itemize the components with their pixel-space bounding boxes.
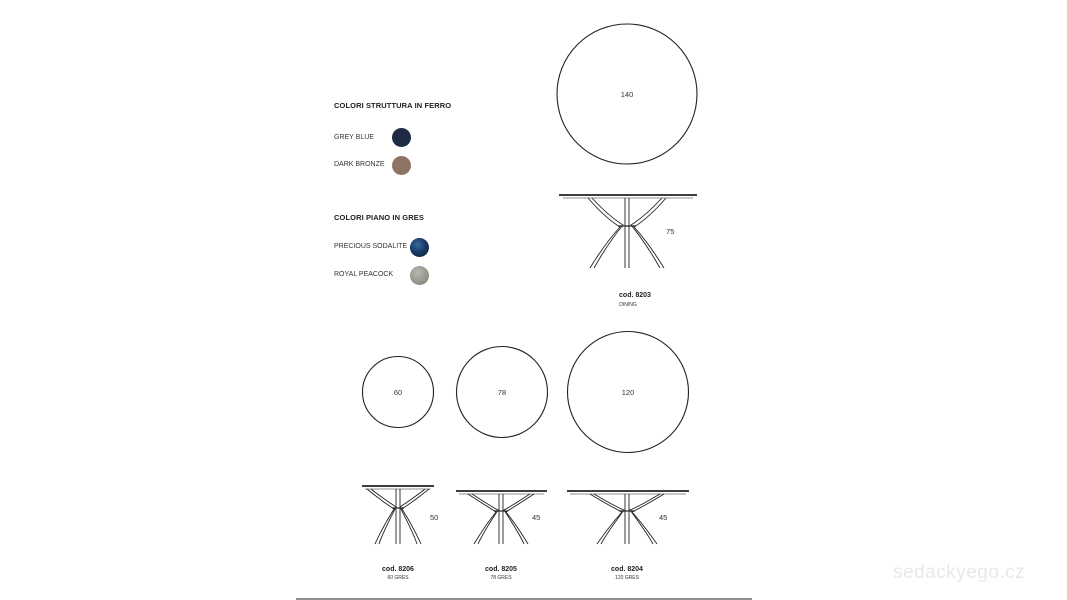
product-8206-code: cod. 8206 [382, 566, 414, 573]
svg-text:50: 50 [430, 513, 439, 522]
product-8203-code: cod. 8203 [619, 292, 651, 299]
product-8203-subtitle: DINING [619, 302, 637, 308]
top-colors-heading: COLORI PIANO IN GRES [334, 213, 424, 222]
product-8206-subtitle: 60 GRES [387, 575, 409, 581]
product-8205-subtitle: 78 GRES [490, 575, 512, 581]
svg-text:120: 120 [621, 388, 635, 397]
product-8203-diameter: 140 [620, 90, 634, 99]
product-8203-side-view [559, 195, 697, 268]
structure-colors-heading: COLORI STRUTTURA IN FERRO [334, 101, 452, 110]
product-8204-code: cod. 8204 [611, 566, 643, 573]
product-8206-top-view [363, 357, 434, 428]
product-8205-top-view [457, 347, 548, 438]
svg-text:45: 45 [659, 513, 668, 522]
product-8205-side-view [456, 491, 547, 544]
product-8206-side-view [362, 486, 438, 544]
svg-text:60: 60 [393, 388, 403, 397]
svg-text:45: 45 [532, 513, 541, 522]
swatch-label-royal-peacock: ROYAL PEACOCK [334, 271, 394, 278]
product-8205-code: cod. 8205 [485, 566, 517, 573]
swatch-label-precious-sodalite: PRECIOUS SODALITE [334, 243, 408, 250]
product-8204-side-view [567, 491, 689, 544]
product-8203-height: 75 [666, 227, 675, 236]
product-8203-top-view [557, 24, 697, 164]
swatch-label-dark-bronze: DARK BRONZE [334, 161, 385, 168]
product-8204-top-view [568, 332, 689, 453]
svg-text:78: 78 [497, 388, 507, 397]
watermark: sedackyego.cz [893, 562, 1026, 583]
product-8204-subtitle: 120 GRES [615, 575, 639, 581]
swatch-label-grey-blue: GREY BLUE [334, 134, 374, 141]
